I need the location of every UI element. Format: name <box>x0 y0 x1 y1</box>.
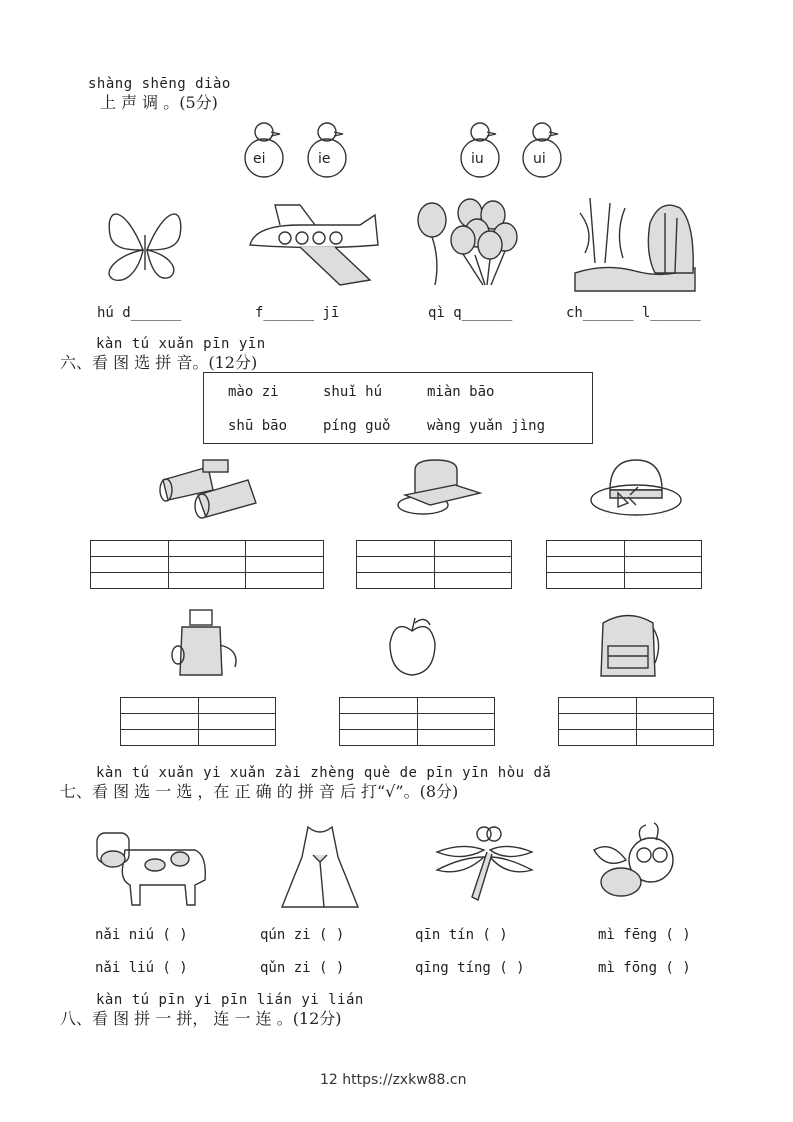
section7-title: 七、看 图 选 一 选 ，在 正 确 的 拼 音 后 打“√”。(8分) <box>60 782 459 801</box>
option-wangyuanjing: wàng yuǎn jìng <box>427 418 546 434</box>
choice-dragonfly-1[interactable]: qīn tín ( ) <box>415 927 508 943</box>
willow-landscape-icon <box>565 193 700 293</box>
option-pingguo: píng guǒ <box>323 418 391 434</box>
bee-icon <box>586 820 686 910</box>
duck-final-ei: ei <box>253 151 266 167</box>
writing-grid-kettle[interactable] <box>120 697 276 746</box>
choice-dress-1[interactable]: qún zi ( ) <box>260 927 345 943</box>
dress-icon <box>280 822 360 912</box>
section5-title: 上 声 调 。(5分) <box>100 93 218 112</box>
choice-cow-1[interactable]: nǎi niú ( ) <box>95 927 188 943</box>
airplane-icon <box>240 200 380 290</box>
section8-title: 八、看 图 拼 一 拼， 连 一 连 。(12分) <box>60 1009 342 1028</box>
answer-willow: ch______ l______ <box>566 305 701 321</box>
writing-grid-hat[interactable] <box>546 540 702 589</box>
section8-pinyin: kàn tú pīn yi pīn lián yi lián <box>96 992 364 1008</box>
writing-grid-bread[interactable] <box>356 540 512 589</box>
option-shubao: shū bāo <box>228 418 288 434</box>
duck-group <box>242 120 562 180</box>
backpack-icon <box>593 608 663 683</box>
choice-cow-2[interactable]: nǎi liú ( ) <box>95 960 188 976</box>
binoculars-icon <box>158 455 263 525</box>
duck-icons <box>242 120 562 180</box>
option-shuihu: shuǐ hú <box>323 384 383 400</box>
balloons-icon <box>415 195 525 290</box>
section6-pinyin: kàn tú xuǎn pīn yīn <box>96 336 266 352</box>
duck-final-iu: iu <box>471 151 484 167</box>
writing-grid-binoculars[interactable] <box>90 540 324 589</box>
duck-final-ie: ie <box>318 151 331 167</box>
choice-bee-1[interactable]: mì fēng ( ) <box>598 927 691 943</box>
page-footer: 12 https://zxkw88.cn <box>320 1072 467 1088</box>
answer-balloon: qì q______ <box>428 305 513 321</box>
option-maozi: mào zi <box>228 384 279 400</box>
option-mianbao: miàn bāo <box>427 384 495 400</box>
choice-bee-2[interactable]: mì fōng ( ) <box>598 960 691 976</box>
butterfly-icon <box>95 195 190 285</box>
answer-butterfly: hú d______ <box>97 305 182 321</box>
bread-icon <box>395 455 485 520</box>
writing-grid-backpack[interactable] <box>558 697 714 746</box>
apple-icon <box>385 613 440 678</box>
choice-dress-2[interactable]: qǔn zi ( ) <box>260 960 345 976</box>
duck-final-ui: ui <box>533 151 546 167</box>
hat-icon <box>590 455 682 520</box>
cow-icon <box>95 825 210 910</box>
choice-dragonfly-2[interactable]: qīng tíng ( ) <box>415 960 525 976</box>
section7-pinyin: kàn tú xuǎn yi xuǎn zài zhèng què de pīn yīn hòu dǎ <box>96 765 552 781</box>
writing-grid-apple[interactable] <box>339 697 495 746</box>
answer-airplane: f______ jī <box>255 305 340 321</box>
section6-title: 六、看 图 选 拼 音。(12分) <box>60 353 258 372</box>
section5-pinyin: shàng shēng diào <box>88 76 231 92</box>
dragonfly-icon <box>432 822 537 907</box>
kettle-icon <box>170 605 245 680</box>
